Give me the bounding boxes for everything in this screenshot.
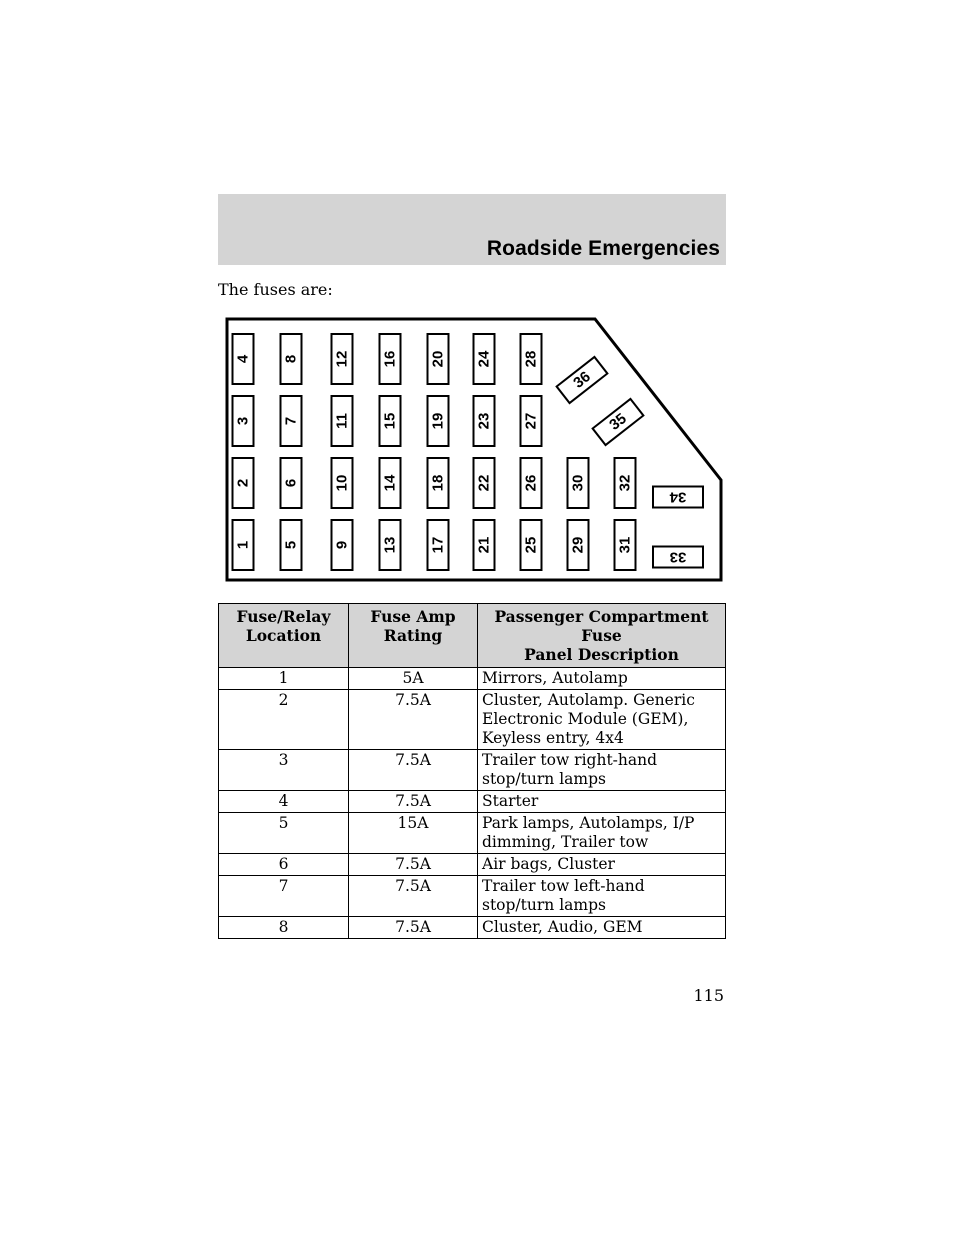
column-header-rating: Fuse Amp Rating	[349, 604, 478, 668]
fuse-11	[332, 396, 353, 446]
fuse-28	[521, 334, 542, 384]
cell-rating: 7.5A	[349, 750, 478, 791]
fuse-label: 25	[522, 536, 540, 554]
cell-location: 3	[219, 750, 349, 791]
fuse-label: 4	[234, 354, 252, 364]
table-row	[219, 917, 726, 939]
table-row	[219, 791, 726, 813]
cell-description: Air bags, Cluster	[478, 854, 726, 876]
cell-rating: 7.5A	[349, 917, 478, 939]
fuse-12	[332, 334, 353, 384]
section-header-bar	[218, 194, 726, 265]
column-header-location: Fuse/Relay Location	[219, 604, 349, 668]
cell-location: 6	[219, 854, 349, 876]
fuse-label: 6	[282, 478, 300, 488]
fuse-label: 17	[429, 536, 447, 554]
fuse-label: 10	[333, 474, 351, 492]
fuse-label: 23	[475, 412, 493, 430]
cell-rating: 5A	[349, 668, 478, 690]
cell-location: 2	[219, 690, 349, 750]
fuse-label: 30	[569, 474, 587, 492]
fuse-25	[521, 520, 542, 570]
fuse-4	[233, 334, 254, 384]
fuse-17	[428, 520, 449, 570]
cell-description: Trailer tow right-hand stop/turn lamps	[478, 750, 726, 791]
fuse-label: 16	[381, 350, 399, 368]
fuse-label: 24	[475, 350, 493, 368]
fuse-label: 11	[333, 413, 351, 429]
cell-description: Park lamps, Autolamps, I/P dimming, Trailer tow	[478, 813, 726, 854]
cell-description: Cluster, Autolamp. Generic Electronic Module (GEM), Keyless entry, 4x4	[478, 690, 726, 750]
fuse-label: 3	[234, 416, 252, 426]
fuse-label: 36	[570, 368, 594, 392]
fuse-label: 22	[475, 474, 493, 492]
fuse-label: 19	[429, 412, 447, 430]
fuse-1	[233, 520, 254, 570]
fuse-label: 21	[475, 536, 493, 554]
fuse-8	[281, 334, 302, 384]
fuse-label: 15	[381, 412, 399, 430]
fuse-20	[428, 334, 449, 384]
fuse-9	[332, 520, 353, 570]
cell-description: Trailer tow left-hand stop/turn lamps	[478, 876, 726, 917]
fuse-14	[380, 458, 401, 508]
fuse-19	[428, 396, 449, 446]
cell-rating: 7.5A	[349, 854, 478, 876]
fuse-table-header-row	[219, 604, 726, 668]
fuse-7	[281, 396, 302, 446]
cell-rating: 7.5A	[349, 791, 478, 813]
cell-description: Mirrors, Autolamp	[478, 668, 726, 690]
cell-description: Starter	[478, 791, 726, 813]
cell-location: 5	[219, 813, 349, 854]
cell-location: 7	[219, 876, 349, 917]
fuse-label: 1	[234, 540, 252, 550]
table-row	[219, 854, 726, 876]
fuse-21	[474, 520, 495, 570]
cell-rating: 15A	[349, 813, 478, 854]
fuse-33	[653, 547, 703, 568]
fuse-label: 9	[333, 540, 351, 550]
page-number: 115	[693, 986, 724, 1005]
fuse-label: 7	[282, 416, 300, 426]
cell-rating: 7.5A	[349, 690, 478, 750]
fuse-10	[332, 458, 353, 508]
cell-description: Cluster, Audio, GEM	[478, 917, 726, 939]
table-row	[219, 876, 726, 917]
fuse-label: 18	[429, 474, 447, 492]
fuse-label: 29	[569, 536, 587, 554]
intro-text: The fuses are:	[218, 280, 333, 299]
fuse-29	[568, 520, 589, 570]
fuse-label: 12	[333, 350, 351, 368]
fuse-label: 2	[234, 478, 252, 488]
fuse-label: 32	[616, 474, 634, 492]
fuse-5	[281, 520, 302, 570]
fuse-30	[568, 458, 589, 508]
cell-rating: 7.5A	[349, 876, 478, 917]
table-row	[219, 668, 726, 690]
fuse-22	[474, 458, 495, 508]
fuse-label: 13	[381, 536, 399, 554]
section-title: Roadside Emergencies	[486, 237, 720, 260]
cell-location: 4	[219, 791, 349, 813]
fuse-24	[474, 334, 495, 384]
fuse-6	[281, 458, 302, 508]
table-row	[219, 813, 726, 854]
fuse-26	[521, 458, 542, 508]
fuse-label: 28	[522, 350, 540, 368]
column-header-description: Passenger Compartment Fuse Panel Description	[478, 604, 726, 668]
cell-location: 8	[219, 917, 349, 939]
fuse-label: 26	[522, 474, 540, 492]
cell-location: 1	[219, 668, 349, 690]
fuse-label: 33	[669, 548, 687, 566]
fuse-label: 5	[282, 540, 300, 550]
fuse-15	[380, 396, 401, 446]
fuse-16	[380, 334, 401, 384]
fuse-32	[615, 458, 636, 508]
fuse-2	[233, 458, 254, 508]
fuse-3	[233, 396, 254, 446]
fuse-label: 35	[606, 410, 630, 434]
fuse-31	[615, 520, 636, 570]
table-row	[219, 750, 726, 791]
fuse-23	[474, 396, 495, 446]
fuse-label: 27	[522, 412, 540, 430]
fuse-label: 14	[381, 474, 399, 492]
fuse-label: 31	[616, 536, 634, 554]
table-row	[219, 690, 726, 750]
fuse-label: 8	[282, 354, 300, 364]
fuse-label: 34	[669, 488, 687, 506]
fuse-label: 20	[429, 350, 447, 368]
fuse-34	[653, 487, 703, 508]
fuse-13	[380, 520, 401, 570]
fuse-table	[218, 603, 726, 939]
fuse-27	[521, 396, 542, 446]
fuse-18	[428, 458, 449, 508]
fuse-panel-diagram	[218, 312, 726, 586]
